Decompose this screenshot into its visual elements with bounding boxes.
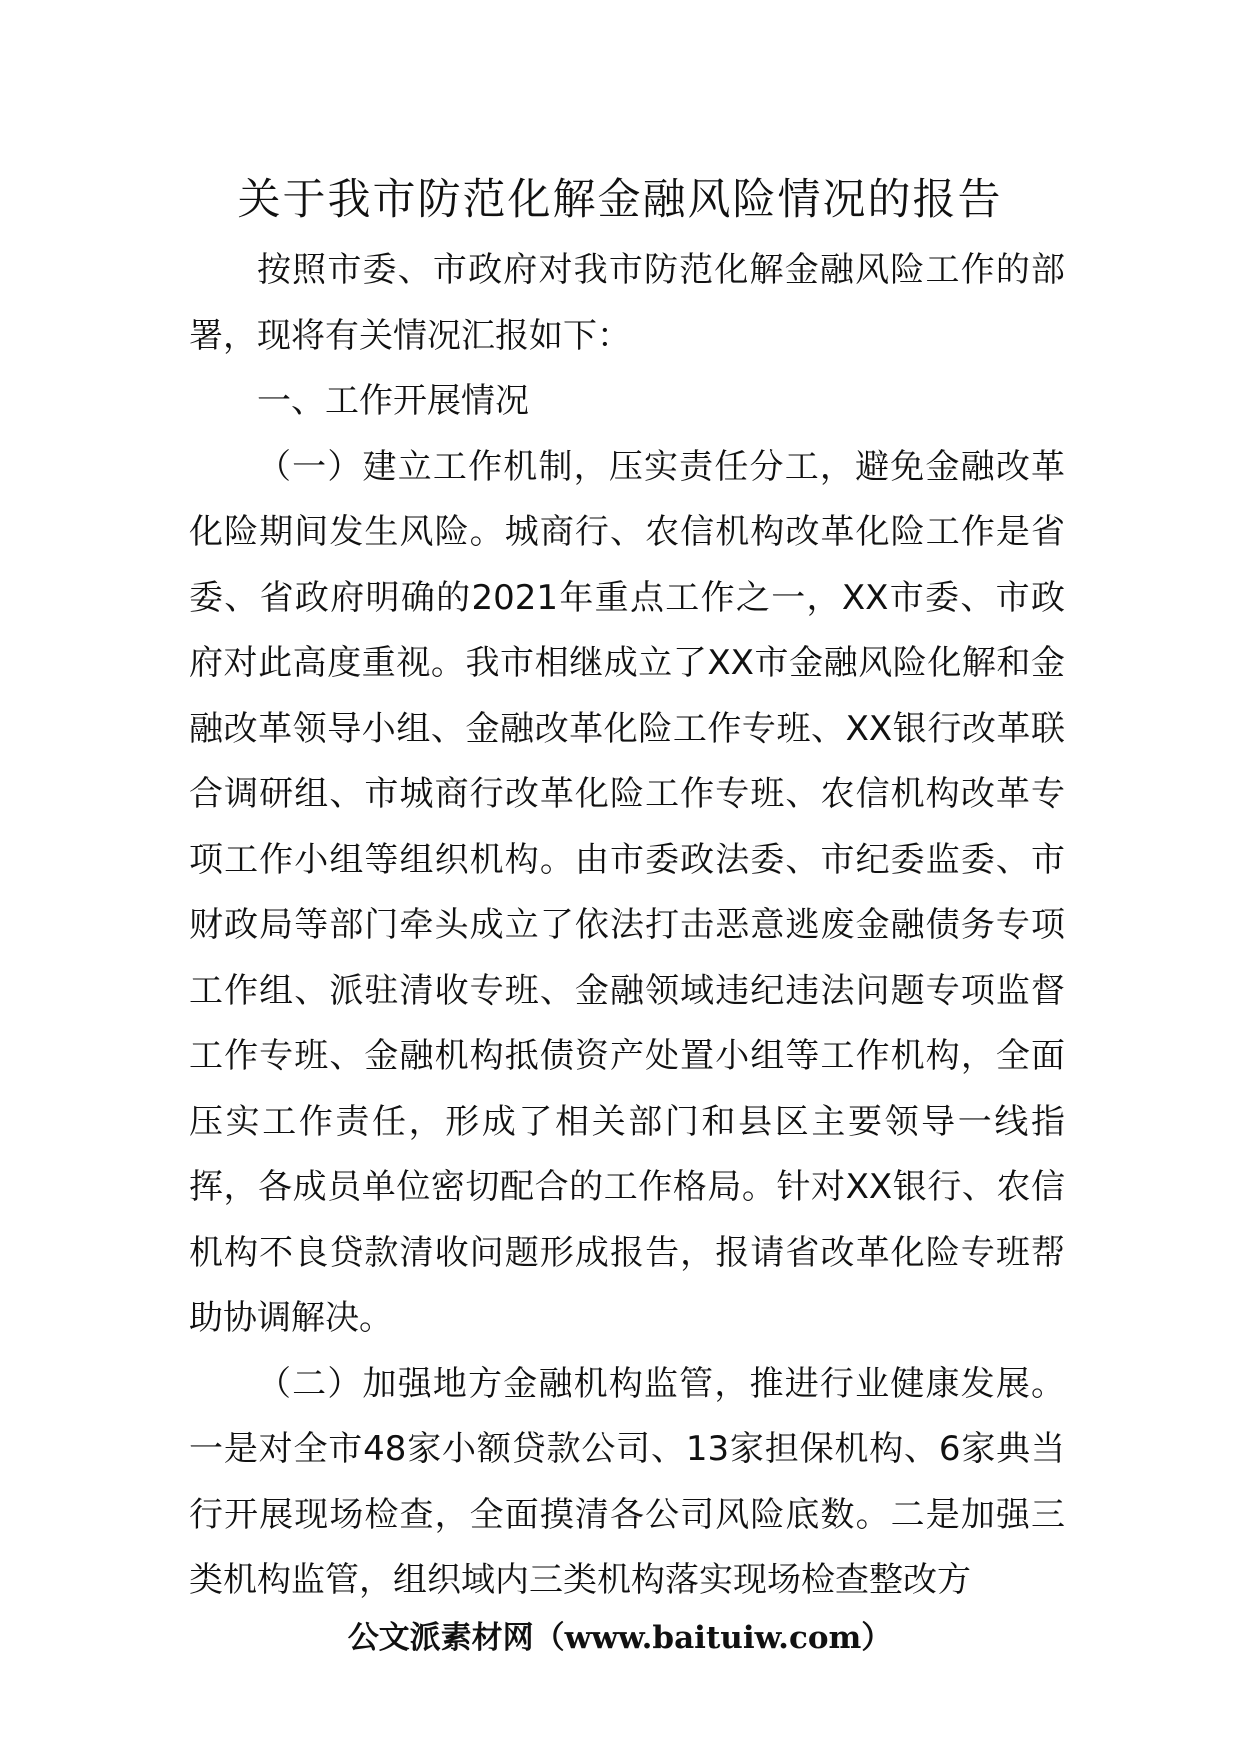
paragraph-intro: 按照市委、市政府对我市防范化解金融风险工作的部署，现将有关情况汇报如下： <box>189 250 1065 356</box>
section-heading: 一、工作开展情况 <box>257 381 529 421</box>
paragraph-subsection-1: （一）建立工作机制，压实责任分工，避免金融改革化险期间发生风险。城商行、农信机构改革化险工作是省委、省政府明确的2021年重点工作之一，XX市委、市政府对此高度重视。我市相继成立了XX市金融风险化解和金融改革领导小组、金融改革化险工作专班、XX银行改革联合调研组、市城商行改革化险工作专班、农信机构改革专项工作小组等组织机构。由市委政法委、市纪委监委、市财政局等部门牵头成立了依法打击恶意逃废金融债务专项工作组、派驻清收专班、金融领域违纪违法问题专项监督工作专班、金融机构抵债资产处置小组等工作机构，全面压实工作责任，形成了相关部门和县区主要领导一线指挥，各成员单位密切配合的工作格局。针对XX银行、农信机构不良贷款清收问题形成报告，报请省改革化险专班帮助协调解决。 <box>189 446 1065 1338</box>
paragraph-subsection-2: （二）加强地方金融机构监管，推进行业健康发展。一是对全市48家小额贷款公司、13家担保机构、6家典当行开展现场检查，全面摸清各公司风险底数。二是加强三类机构监管，组织域内三类机构落实现场检查整改方 <box>189 1363 1065 1600</box>
footer-watermark: 公文派素材网（www.baituiw.com） <box>347 1620 893 1656</box>
document-body <box>189 238 1065 1614</box>
document-title: 关于我市防范化解金融风险情况的报告 <box>237 175 1003 225</box>
